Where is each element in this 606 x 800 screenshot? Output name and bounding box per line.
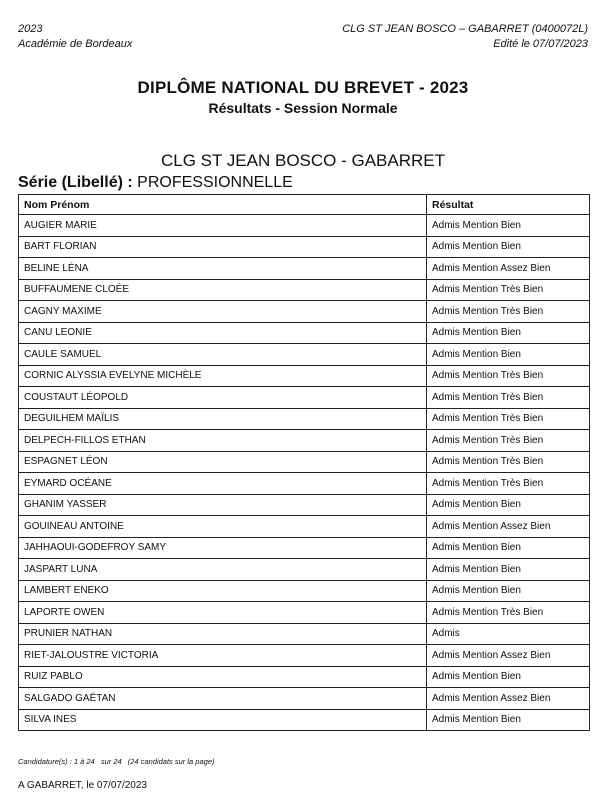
student-result: Admis Mention Très Bien — [427, 387, 590, 409]
student-name: RUIZ PABLO — [19, 666, 427, 688]
table-row — [19, 559, 590, 581]
table-row — [19, 666, 590, 688]
header-academy: Académie de Bordeaux — [18, 38, 133, 50]
student-result: Admis Mention Bien — [427, 580, 590, 602]
student-result: Admis Mention Assez Bien — [427, 516, 590, 538]
table-row — [19, 494, 590, 516]
page-subtitle: Résultats - Session Normale — [208, 100, 398, 116]
student-result: Admis Mention Très Bien — [427, 279, 590, 301]
student-result: Admis Mention Très Bien — [427, 408, 590, 430]
results-table — [18, 194, 590, 731]
table-row — [19, 688, 590, 710]
student-name: SILVA INES — [19, 709, 427, 731]
candidature-range: Candidature(s) : 1 à 24 — [18, 757, 95, 766]
student-name: CAULE SAMUEL — [19, 344, 427, 366]
table-row — [19, 580, 590, 602]
table-row — [19, 279, 590, 301]
student-name: BELINE LÉNA — [19, 258, 427, 280]
column-header-result: Résultat — [427, 195, 590, 215]
candidature-per-page: (24 candidats sur la page) — [127, 757, 215, 766]
student-result: Admis Mention Très Bien — [427, 301, 590, 323]
student-result: Admis Mention Très Bien — [427, 602, 590, 624]
table-header-row — [19, 195, 590, 215]
place-date: A GABARRET, le 07/07/2023 — [18, 780, 147, 791]
student-result: Admis Mention Très Bien — [427, 473, 590, 495]
student-result: Admis Mention Bien — [427, 494, 590, 516]
student-result: Admis — [427, 623, 590, 645]
table-row — [19, 516, 590, 538]
table-row — [19, 709, 590, 731]
header-right — [342, 22, 588, 52]
student-name: BART FLORIAN — [19, 236, 427, 258]
table-row — [19, 537, 590, 559]
table-row — [19, 473, 590, 495]
student-result: Admis Mention Assez Bien — [427, 258, 590, 280]
student-name: CAGNY MAXIME — [19, 301, 427, 323]
student-name: CORNIC ALYSSIA EVELYNE MICHÈLE — [19, 365, 427, 387]
table-row — [19, 365, 590, 387]
candidature-count — [18, 757, 218, 766]
student-name: COUSTAUT LÉOPOLD — [19, 387, 427, 409]
header-year: 2023 — [18, 23, 43, 35]
header-establishment: CLG ST JEAN BOSCO – GABARRET (0400072L) — [342, 23, 588, 35]
student-result: Admis Mention Bien — [427, 537, 590, 559]
student-name: AUGIER MARIE — [19, 215, 427, 237]
student-name: SALGADO GAËTAN — [19, 688, 427, 710]
table-row — [19, 451, 590, 473]
student-name: CANU LEONIE — [19, 322, 427, 344]
serie-label: Série (Libellé) : — [18, 174, 133, 191]
student-name: DEGUILHEM MAÏLIS — [19, 408, 427, 430]
table-row — [19, 645, 590, 667]
student-name: RIET-JALOUSTRE VICTORIA — [19, 645, 427, 667]
table-row — [19, 258, 590, 280]
student-name: JASPART LUNA — [19, 559, 427, 581]
student-result: Admis Mention Bien — [427, 666, 590, 688]
student-result: Admis Mention Bien — [427, 322, 590, 344]
serie-value: PROFESSIONNELLE — [137, 174, 293, 191]
table-row — [19, 408, 590, 430]
table-row — [19, 602, 590, 624]
table-row — [19, 430, 590, 452]
table-row — [19, 344, 590, 366]
student-result: Admis Mention Bien — [427, 215, 590, 237]
student-result: Admis Mention Bien — [427, 559, 590, 581]
student-result: Admis Mention Bien — [427, 236, 590, 258]
student-name: GHANIM YASSER — [19, 494, 427, 516]
table-row — [19, 623, 590, 645]
page-title: DIPLÔME NATIONAL DU BREVET - 2023 — [137, 78, 469, 97]
table-row — [19, 387, 590, 409]
school-name: CLG ST JEAN BOSCO - GABARRET — [160, 151, 446, 170]
table-row — [19, 322, 590, 344]
student-result: Admis Mention Très Bien — [427, 365, 590, 387]
student-name: EYMARD OCÉANE — [19, 473, 427, 495]
student-name: PRUNIER NATHAN — [19, 623, 427, 645]
student-result: Admis Mention Bien — [427, 344, 590, 366]
student-name: JAHHAOUI-GODEFROY SAMY — [19, 537, 427, 559]
table-row — [19, 236, 590, 258]
column-header-name: Nom Prénom — [19, 195, 427, 215]
table-row — [19, 301, 590, 323]
student-name: ESPAGNET LÉON — [19, 451, 427, 473]
student-result: Admis Mention Assez Bien — [427, 645, 590, 667]
serie-line — [18, 174, 293, 192]
student-name: LAMBERT ENEKO — [19, 580, 427, 602]
student-result: Admis Mention Assez Bien — [427, 688, 590, 710]
table-row — [19, 215, 590, 237]
student-name: LAPORTE OWEN — [19, 602, 427, 624]
candidature-total: sur 24 — [100, 757, 122, 766]
student-name: DELPECH-FILLOS ETHAN — [19, 430, 427, 452]
student-name: BUFFAUMENE CLOÉE — [19, 279, 427, 301]
student-result: Admis Mention Bien — [427, 709, 590, 731]
header-left — [18, 22, 132, 52]
header-edited-date: Edité le 07/07/2023 — [493, 38, 588, 50]
student-result: Admis Mention Très Bien — [427, 451, 590, 473]
student-name: GOUINEAU ANTOINE — [19, 516, 427, 538]
student-result: Admis Mention Très Bien — [427, 430, 590, 452]
